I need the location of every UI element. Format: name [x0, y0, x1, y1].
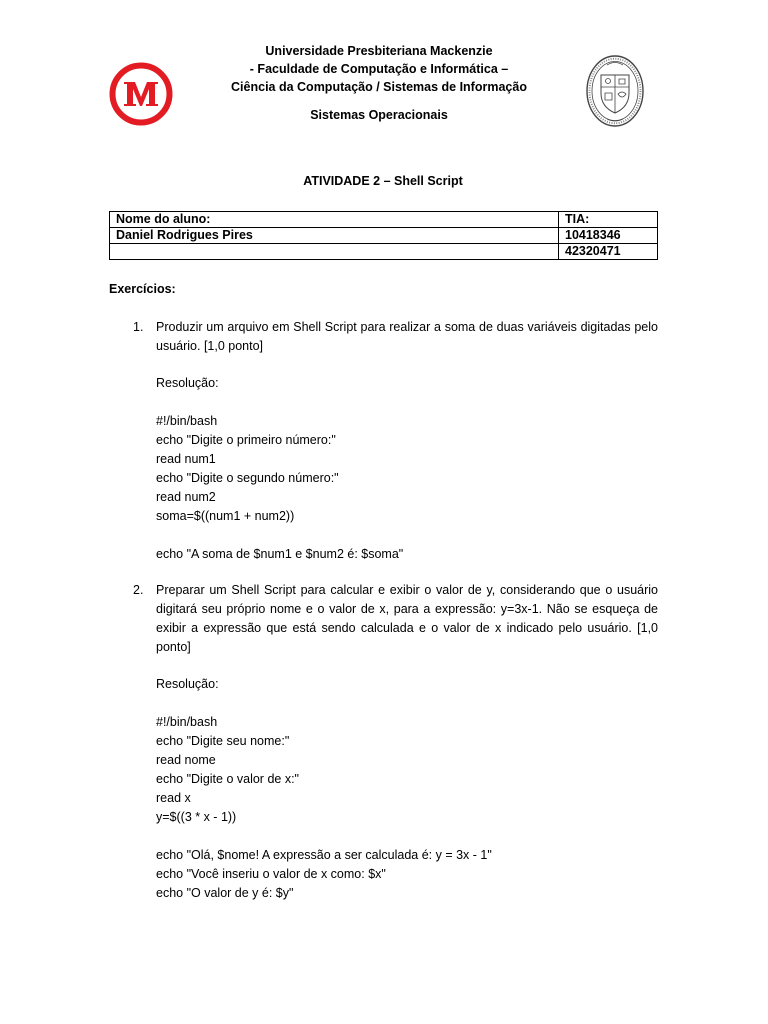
exercise-number: 1.: [133, 320, 144, 334]
code-line: read x: [156, 791, 191, 805]
code-line: echo "O valor de y é: $y": [156, 886, 294, 900]
code-line: #!/bin/bash: [156, 715, 218, 729]
university-name: Universidade Presbiteriana Mackenzie: [265, 44, 493, 58]
code-line: read nome: [156, 753, 216, 767]
student-name-cell: Daniel Rodrigues Pires: [110, 228, 559, 244]
code-line: y=$((3 * x - 1)): [156, 810, 237, 824]
code-line: echo "Digite o primeiro número:": [156, 433, 336, 447]
code-line: read num2: [156, 490, 216, 504]
activity-title: ATIVIDADE 2 – Shell Script: [303, 174, 463, 188]
exercise-prompt-text: Produzir um arquivo em Shell Script para realizar a soma de duas variáveis digitadas pelo usuário. [1,0 ponto]: [156, 320, 658, 353]
code-line: echo "A soma de $num1 e $num2 é: $soma": [156, 547, 404, 561]
course-title: Sistemas Operacionais: [310, 108, 448, 122]
student-name-cell: [110, 244, 559, 260]
exercise-2-prompt: [109, 581, 658, 657]
code-line: read num1: [156, 452, 216, 466]
institution-header: [180, 42, 578, 96]
code-line: echo "Você inseriu o valor de x como: $x": [156, 867, 386, 881]
code-line: echo "Digite o valor de x:": [156, 772, 299, 786]
university-seal: [585, 53, 645, 129]
name-label-cell: Nome do aluno:: [110, 212, 559, 228]
resolution-label: Resolução:: [156, 376, 219, 390]
student-tia-cell: 42320471: [559, 244, 658, 260]
student-tia-cell: 10418346: [559, 228, 658, 244]
exercise-2-resolution: [156, 675, 492, 903]
code-line: #!/bin/bash: [156, 414, 218, 428]
program-names: Ciência da Computação / Sistemas de Informação: [231, 80, 527, 94]
exercise-number: 2.: [133, 583, 144, 597]
student-table: [109, 211, 658, 260]
tia-label-cell: TIA:: [559, 212, 658, 228]
exercise-1-prompt: [109, 318, 658, 356]
code-line: [156, 526, 403, 545]
exercise-1-resolution: [156, 374, 403, 564]
exercise-prompt-text: Preparar um Shell Script para calcular e exibir o valor de y, considerando que o usuário digitará seu próprio nome e o valor de x, para a expressão: y=3x-1. Não se esqueça de exibir a expressão que está sendo calculada e o valor de x indicado pelo usuário. [1,0 ponto]: [156, 583, 658, 654]
exercises-heading: Exercícios:: [109, 282, 176, 296]
table-row: [110, 244, 658, 260]
resolution-label: Resolução:: [156, 677, 219, 691]
code-line: echo "Digite o segundo número:": [156, 471, 339, 485]
code-line: echo "Digite seu nome:": [156, 734, 290, 748]
table-header-row: [110, 212, 658, 228]
code-line: [156, 827, 492, 846]
mackenzie-logo: [108, 61, 174, 127]
code-line: echo "Olá, $nome! A expressão a ser calculada é: y = 3x - 1": [156, 848, 492, 862]
table-row: [110, 228, 658, 244]
faculty-name: - Faculdade de Computação e Informática –: [249, 62, 509, 76]
code-line: soma=$((num1 + num2)): [156, 509, 295, 523]
